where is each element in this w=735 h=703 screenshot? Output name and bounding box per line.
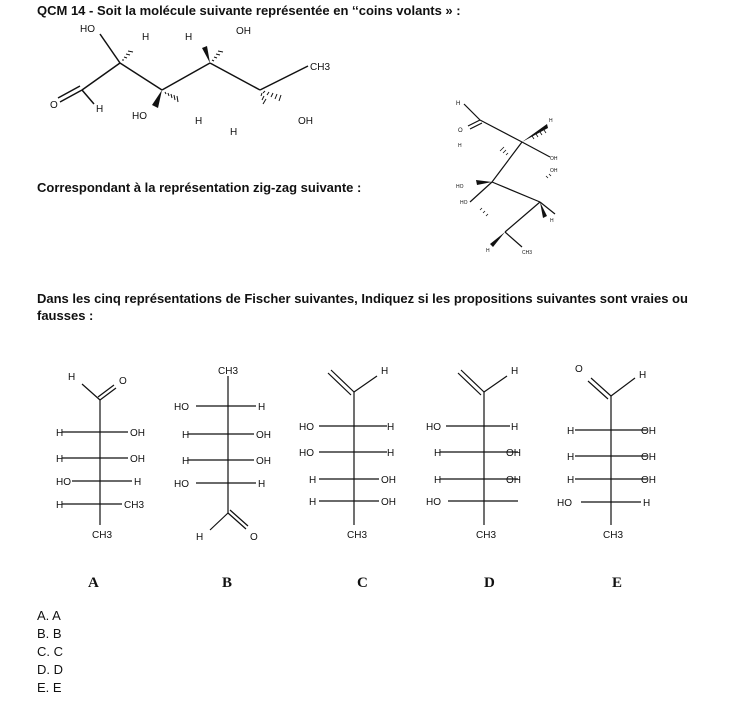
fischer-a-letter: A [88,575,99,591]
zigzag-label: H [549,118,553,124]
fischer-e-letter: E [612,575,623,591]
fischer-c-right: H [387,448,395,459]
fischer-b-right: H [258,402,266,413]
wedge-label: H [195,116,203,127]
fischer-b-bottom-o: O [250,532,258,543]
fischer-e-left: H [567,452,575,463]
zigzag-label: H [486,248,490,254]
wedge-label: OH [236,26,251,37]
fischer-c-right: OH [381,497,396,508]
fischer-a-top: H [68,372,76,383]
fischer-c-letter: C [357,575,368,591]
wedge-label: H [185,32,193,43]
fischer-b-left: HO [174,402,189,413]
fischer-c-left: H [309,497,317,508]
fischer-a-right: CH3 [124,500,145,511]
fischer-e-right: OH [641,475,656,486]
fischer-e-bottom: CH3 [603,530,624,541]
fischer-c-left: HO [299,422,314,433]
fischer-a-bottom: CH3 [92,530,113,541]
wedge-label: HO [132,111,147,122]
fischer-c-bottom: CH3 [347,530,368,541]
answer-option-a[interactable]: A. A [37,608,61,623]
fischer-d-right: OH [506,448,521,459]
fischer-c [297,360,415,595]
wedge-label: OH [298,116,313,127]
zigzag-label: HO [460,200,468,206]
wedge-label: CH3 [310,62,331,73]
answer-option-e[interactable]: E. E [37,680,62,695]
zigzag-label: H [550,218,554,224]
fischer-d-top: H [511,366,519,377]
wedge-molecule [40,18,370,148]
fischer-c-right: OH [381,475,396,486]
fischer-a-right: H [134,477,142,488]
answer-option-c[interactable]: C. C [37,644,63,659]
fischer-a-left: HO [56,477,71,488]
fischer-d-left: H [434,448,442,459]
fischer-prompt [37,290,702,324]
fischer-c-right: H [387,422,395,433]
fischer-b-bottom-h: H [196,532,204,543]
fischer-b-left: H [182,456,190,467]
fischer-prompt-line1: Dans les cinq représentations de Fischer suivantes, Indiquez si les propositions suivantes sont vraies ou [37,291,688,306]
fischer-a-left: H [56,428,64,439]
fischer-e-right: OH [641,426,656,437]
fischer-c-top: H [381,366,389,377]
wedge-label: H [142,32,150,43]
fischer-e-top-o: O [575,364,583,375]
fischer-c-left: HO [299,448,314,459]
fischer-b-left: H [182,430,190,441]
fischer-d-left: H [434,475,442,486]
fischer-b [170,360,285,595]
fischer-b-right: OH [256,430,271,441]
zigzag-label: CH3 [522,250,533,256]
zigzag-molecule [450,92,580,262]
fischer-a-left: H [56,454,64,465]
zigzag-label: OH [550,156,558,162]
fischer-b-right: OH [256,456,271,467]
zigzag-label: OH [550,168,558,174]
fischer-a-left: H [56,500,64,511]
fischer-e-left: H [567,426,575,437]
fischer-a-top-o: O [119,376,127,387]
fischer-a-right: OH [130,454,145,465]
fischer-e-right: H [643,498,651,509]
question-title: QCM 14 - Soit la molécule suivante représentée en ‘‘coins volants » : [37,3,461,18]
zigzag-label: HO [456,184,464,190]
answer-option-d[interactable]: D. D [37,662,63,677]
fischer-d [422,360,540,595]
fischer-e-right: OH [641,452,656,463]
wedge-label: H [96,104,104,115]
wedge-bond [152,90,162,108]
fischer-d-right: H [511,422,519,433]
fischer-d-left: HO [426,422,441,433]
wedge-bond [202,46,210,63]
fischer-a-right: OH [130,428,145,439]
zigzag-label: O [458,128,463,134]
fischer-d-right: OH [506,475,521,486]
zigzag-label: H [458,143,462,149]
wedge-label: H [230,127,238,138]
fischer-c-left: H [309,475,317,486]
zigzag-label: H [456,101,461,107]
fischer-d-left: HO [426,497,441,508]
fischer-b-left: HO [174,479,189,490]
fischer-b-right: H [258,479,266,490]
fischer-d-bottom: CH3 [476,530,497,541]
zigzag-prompt: Correspondant à la représentation zig-zag suivante : [37,180,362,195]
fischer-e-top: H [639,370,647,381]
wedge-label: HO [80,24,95,35]
fischer-b-letter: B [222,575,233,591]
wedge-label: O [50,100,58,111]
fischer-e [555,360,670,595]
fischer-b-top: CH3 [218,366,239,377]
answer-option-b[interactable]: B. B [37,626,62,641]
fischer-a [50,360,160,595]
fischer-e-left: HO [557,498,572,509]
fischer-e-left: H [567,475,575,486]
fischer-d-letter: D [484,575,495,591]
fischer-prompt-line2: fausses : [37,308,94,323]
